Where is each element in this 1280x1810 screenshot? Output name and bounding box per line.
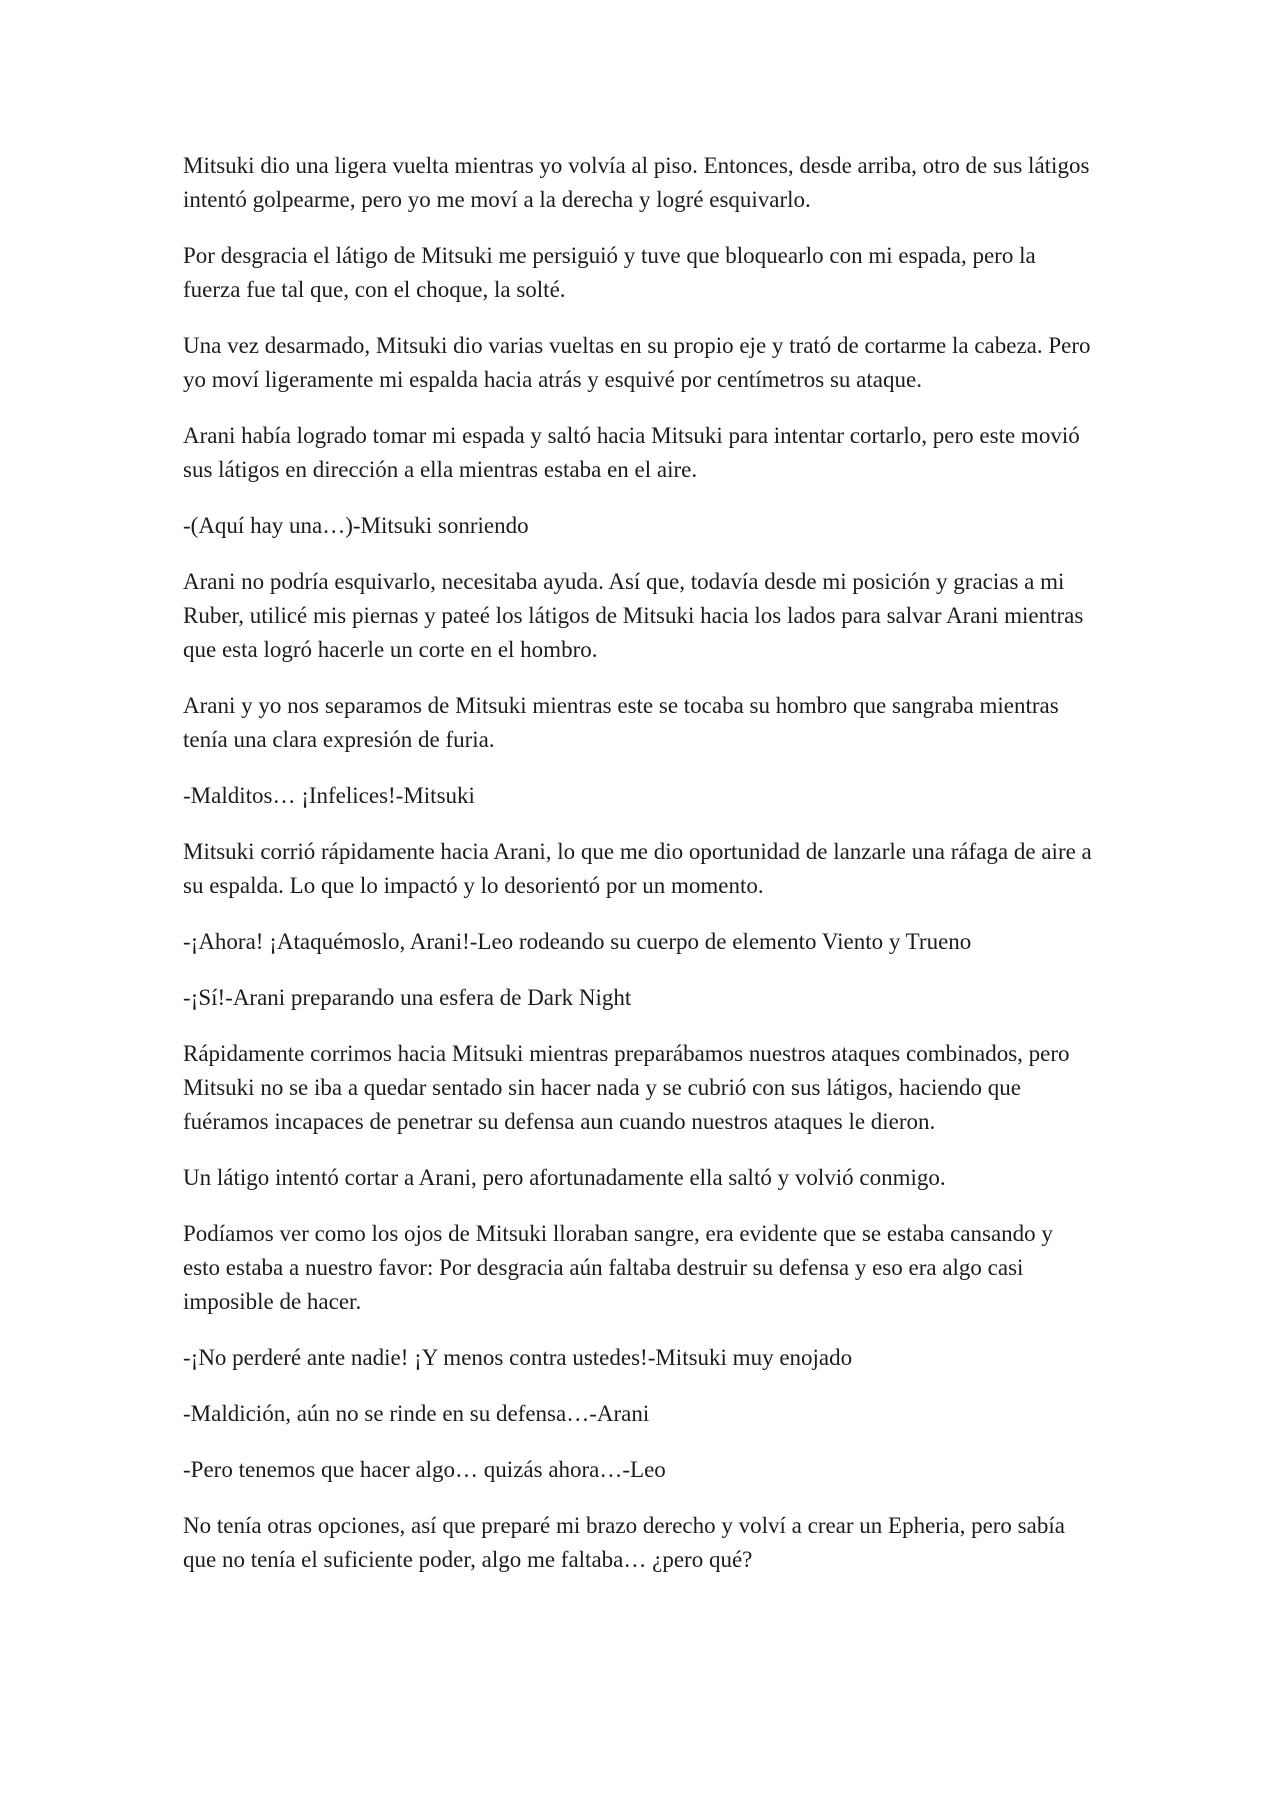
dialogue-line: -(Aquí hay una…)-Mitsuki sonriendo xyxy=(183,513,529,538)
paragraph: Arani no podría esquivarlo, necesitaba ayuda. Así que, todavía desde mi posición y gracias a mi Ruber, utilicé mis piernas y pateé los látigos de Mitsuki hacia los lados para salvar Arani mientras que esta logró hacerle un corte en el hombro. xyxy=(183,569,1084,662)
paragraph: No tenía otras opciones, así que preparé mi brazo derecho y volví a crear un Epheria, pero sabía que no tenía el suficiente poder, algo me faltaba… ¿pero qué? xyxy=(183,1513,1065,1572)
dialogue-line: -Pero tenemos que hacer algo… quizás ahora…-Leo xyxy=(183,1457,666,1482)
paragraph: Mitsuki dio una ligera vuelta mientras yo volvía al piso. Entonces, desde arriba, otro de sus látigos intentó golpearme, pero yo me moví a la derecha y logré esquivarlo. xyxy=(183,153,1090,212)
document-page xyxy=(183,149,1093,1599)
paragraph: Un látigo intentó cortar a Arani, pero afortunadamente ella saltó y volvió conmigo. xyxy=(183,1165,946,1190)
paragraph: Podíamos ver como los ojos de Mitsuki lloraban sangre, era evidente que se estaba cansando y esto estaba a nuestro favor: Por desgracia aún faltaba destruir su defensa y eso era algo casi imposible de hacer. xyxy=(183,1221,1053,1314)
dialogue-line: -¡Ahora! ¡Ataquémoslo, Arani!-Leo rodeando su cuerpo de elemento Viento y Trueno xyxy=(183,929,972,954)
paragraph: Una vez desarmado, Mitsuki dio varias vueltas en su propio eje y trató de cortarme la cabeza. Pero yo moví ligeramente mi espalda hacia atrás y esquivé por centímetros su ataque. xyxy=(183,333,1091,392)
paragraph: Arani había logrado tomar mi espada y saltó hacia Mitsuki para intentar cortarlo, pero este movió sus látigos en dirección a ella mientras estaba en el aire. xyxy=(183,423,1080,482)
paragraph: Rápidamente corrimos hacia Mitsuki mientras preparábamos nuestros ataques combinados, pero Mitsuki no se iba a quedar sentado sin hacer nada y se cubrió con sus látigos, haciendo que fuéramos incapaces de penetrar su defensa aun cuando nuestros ataques le dieron. xyxy=(183,1041,1070,1134)
paragraph: Por desgracia el látigo de Mitsuki me persiguió y tuve que bloquearlo con mi espada, pero la fuerza fue tal que, con el choque, la solté. xyxy=(183,243,1036,302)
dialogue-line: -¡Sí!-Arani preparando una esfera de Dark Night xyxy=(183,985,632,1010)
paragraph: Mitsuki corrió rápidamente hacia Arani, lo que me dio oportunidad de lanzarle una ráfaga de aire a su espalda. Lo que lo impactó y lo desorientó por un momento. xyxy=(183,839,1092,898)
dialogue-line: -Malditos… ¡Infelices!-Mitsuki xyxy=(183,783,475,808)
dialogue-line: -¡No perderé ante nadie! ¡Y menos contra ustedes!-Mitsuki muy enojado xyxy=(183,1345,853,1370)
paragraph: Arani y yo nos separamos de Mitsuki mientras este se tocaba su hombro que sangraba mientras tenía una clara expresión de furia. xyxy=(183,693,1059,752)
dialogue-line: -Maldición, aún no se rinde en su defensa…-Arani xyxy=(183,1401,650,1426)
